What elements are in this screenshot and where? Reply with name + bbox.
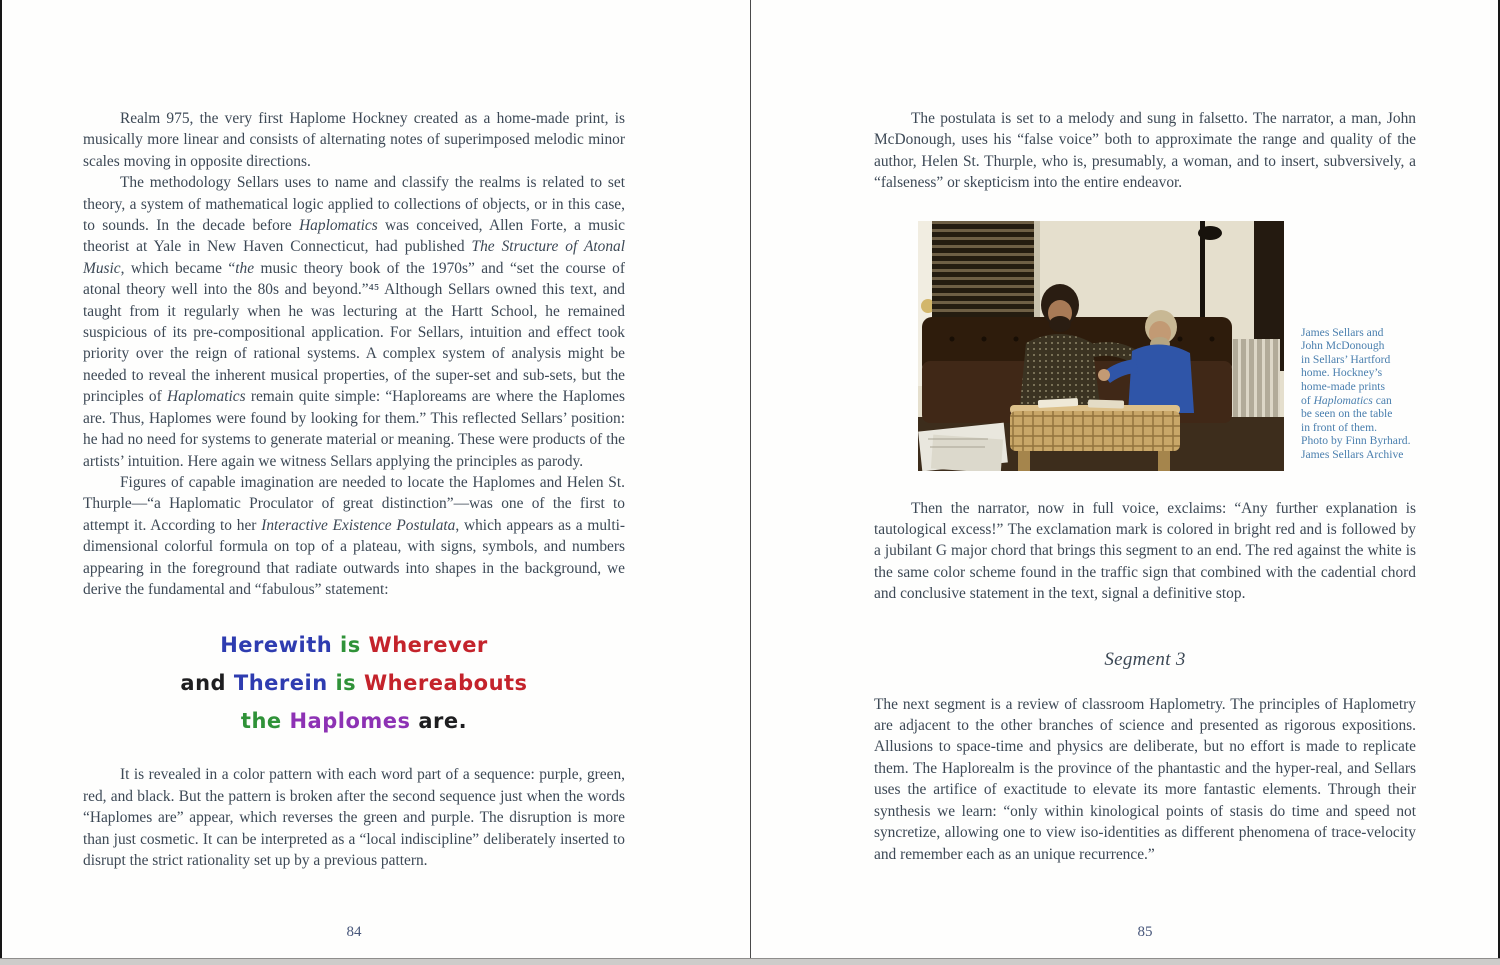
paragraph-realm-975: Realm 975, the very first Haplome Hockney created as a home-made print, is musically more linear and consists of alternating notes of superimposed melodic minor scales moving in opposite directions.	[83, 110, 625, 170]
figure-sellars-mcdonough	[918, 221, 1416, 471]
paragraph-color-pattern: It is revealed in a color pattern with each word part of a sequence: purple, green, red, and black. But the pattern is broken after the second sequence just when the words “Haplomes are” appear, which reverses the green and purple. The disruption is more than just cosmetic. It can be interpreted as a “local indiscipline” deliberately inserted to disrupt the strict rationality set up by a previous pattern.	[83, 766, 625, 869]
caption-line: of Haplomatics can	[1301, 393, 1392, 407]
statement-line: Herewith is Wherever	[220, 633, 488, 658]
page-number-right: 85	[1137, 924, 1153, 940]
caption-line: home. Hockney’s	[1301, 366, 1383, 380]
caption-line: Photo by Finn Byrhard.	[1301, 434, 1411, 448]
paragraph-narrator-full-voice: Then the narrator, now in full voice, exclaims: “Any further explanation is tautological excess!” The exclamation mark is colored in bright red and is followed by a jubilant G major chord that brings this segment to an end. The red against the white is the same color scheme found in the traffic sign that combined with the cadential chord and conclusive statement in the text, signal a definitive stop.	[874, 499, 1416, 603]
page-number-left: 84	[346, 924, 362, 940]
right-page	[874, 108, 1416, 865]
postulata-statement	[83, 626, 625, 740]
paragraph-classroom-haplometry: The next segment is a review of classroom Haplometry. The principles of Haplometry are adjacent to the other branches of science and presented as rigorous expositions. Allusions to space-time and physics are deliberate, but no effort is made to replicate them. The Haplorealm is the province of the phantastic and the hyper-real, and Sellars uses the artifice of exactitude to elevate its more fantastic elements. Through their synthesis we learn: “only within kinological points of stasis do time and speed not syncretize, allowing one to view iso-identities as different phenomena of trace-velocity and remember each as an unique recurrence.”	[874, 695, 1416, 863]
caption-line: in front of them.	[1301, 420, 1377, 434]
book-gutter-divider	[750, 0, 751, 958]
statement-line: the Haplomes are.	[240, 709, 468, 734]
segment-3-heading: Segment 3	[1104, 648, 1186, 670]
statement-line: and Therein is Whereabouts	[180, 671, 528, 696]
paragraph-methodology: The methodology Sellars uses to name and classify the realms is related to set theory, a system of mathematical logic applied to collections of objects, or in this case, to sounds. In the decade before Haplomatics was conceived, Allen Forte, a music theorist at Yale in New Haven Connecticut, had published The Structure of Atonal Music, which became “the music theory book of the 1970s” and “set the course of atonal theory well into the 80s and beyond.”⁴⁵ Although Sellars owned this text, and taught from it regularly when he was lecturing at the Hartt School, he remained suspicious of its pre-compositional application. For Sellars, intuition and effect took priority over the reign of rational systems. A complex system of analysis might be needed to reveal the inherent musical properties, of the super-set and sub-sets, but the principles of Haplomatics remain quite simple: “Haploreams are where the Haplomes are. Thus, Haplomes were found by looking for them.” This reflected Sellars’ position: he had no need for systems to generate material or meaning. These were products of the artists’ intuition. Here again we witness Sellars applying the principles as parody.	[83, 174, 625, 470]
photo-caption	[1301, 221, 1416, 471]
caption-line: in Sellars’ Hartford	[1301, 352, 1391, 366]
caption-line: home-made prints	[1301, 380, 1386, 393]
photo-sellars-mcdonough	[918, 221, 1284, 471]
scan-edge-left	[0, 0, 2, 958]
caption-line: James Sellars Archive	[1301, 447, 1404, 461]
caption-line: be seen on the table	[1301, 407, 1393, 421]
book-bottom-edge	[0, 958, 1500, 965]
paragraph-figures-of-imagination: Figures of capable imagination are needed to locate the Haplomes and Helen St. Thurple—“a Haplomatic Proculator of great distinction”—was one of the first to attempt it. According to her Interactive Existence Postulata, which appears as a multi-dimensional colorful formula on top of a plateau, with signs, symbols, and numbers appearing in the foreground that radiate outwards into shapes in the background, we derive the fundamental and “fabulous” statement:	[83, 473, 625, 598]
caption-line: James Sellars and	[1301, 325, 1384, 339]
left-page	[83, 108, 625, 871]
caption-line: John McDonough	[1301, 339, 1385, 353]
paragraph-postulata-melody: The postulata is set to a melody and sung in falsetto. The narrator, a man, John McDonough, uses his “false voice” both to approximate the range and quality of the author, Helen St. Thurple, who is, presumably, a woman, and to insert, subversively, a “falseness” or skepticism into the entire endeavor.	[874, 110, 1416, 192]
